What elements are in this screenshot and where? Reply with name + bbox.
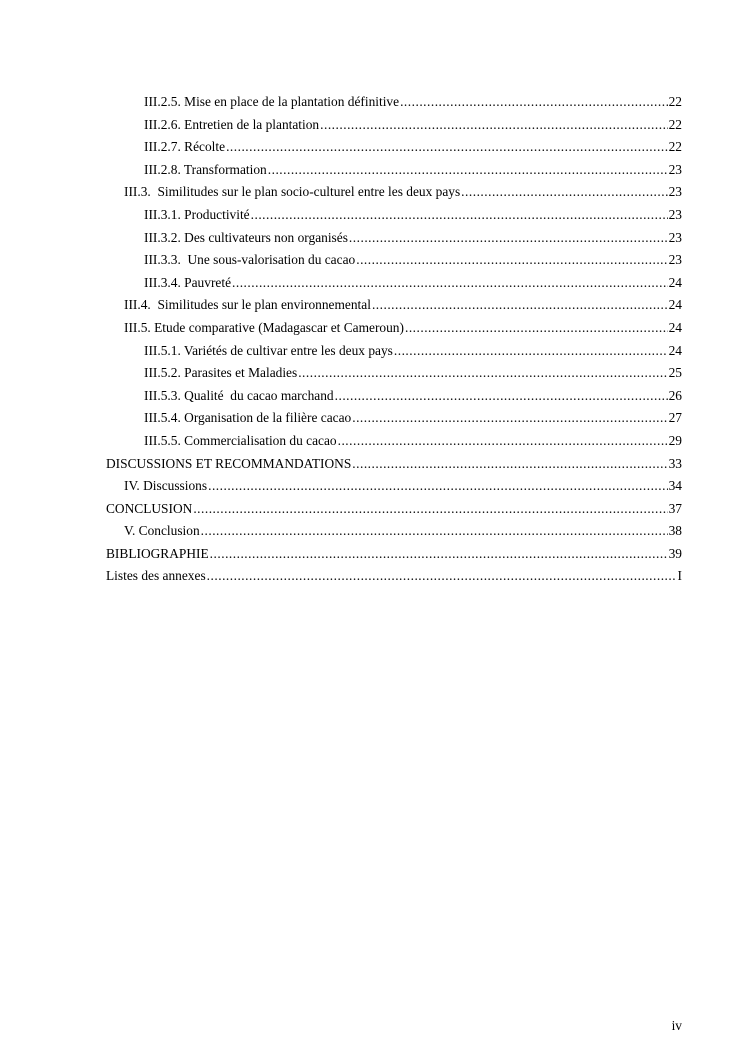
toc-entry-page: 34 (668, 478, 682, 494)
toc-entry-title: III.5.2. Parasites et Maladies (144, 365, 298, 381)
toc-entry-page: 23 (668, 252, 682, 268)
toc-leader-dots (461, 181, 667, 204)
toc-entry-page: 24 (668, 342, 682, 358)
toc-entry-page: 39 (668, 545, 682, 561)
table-of-contents (106, 91, 682, 588)
toc-leader-dots (210, 543, 668, 566)
toc-entry-title: III.5. Etude comparative (Madagascar et Cameroun) (124, 319, 404, 335)
toc-entry-title: III.3.1. Productivité (144, 206, 250, 222)
toc-entry-page: 22 (668, 116, 682, 132)
toc-entry-page: 22 (668, 94, 682, 109)
toc-entry[interactable] (106, 475, 682, 498)
toc-entry-title: III.5.1. Variétés de cultivar entre les deux pays (144, 342, 393, 358)
toc-entry-page: 27 (668, 410, 682, 426)
toc-leader-dots (208, 475, 668, 498)
toc-entry-title: III.2.6. Entretien de la plantation (144, 116, 320, 132)
toc-leader-dots (405, 317, 668, 340)
toc-entry-title: III.3.2. Des cultivateurs non organisés (144, 229, 348, 245)
toc-entry[interactable] (106, 340, 682, 363)
toc-entry-title: III.2.7. Récolte (144, 139, 226, 155)
toc-leader-dots (201, 520, 668, 543)
toc-entry[interactable] (106, 136, 682, 159)
toc-entry-page: 24 (668, 297, 682, 313)
page-number: iv (671, 1018, 682, 1033)
toc-entry-page: 23 (668, 161, 682, 177)
toc-entry[interactable] (106, 227, 682, 250)
toc-leader-dots (352, 453, 667, 476)
toc-entry-page: 23 (668, 184, 682, 200)
toc-entry-title: III.2.5. Mise en place de la plantation définitive (144, 94, 400, 109)
toc-entry-title: III.3.3. Une sous-valorisation du cacao (144, 252, 356, 268)
toc-leader-dots (320, 114, 667, 137)
toc-entry-page: 24 (668, 319, 682, 335)
toc-leader-dots (352, 407, 667, 430)
toc-entry-page: 33 (668, 455, 682, 471)
toc-entry-page: 23 (668, 206, 682, 222)
toc-leader-dots (394, 340, 668, 363)
toc-entry-title: III.3.4. Pauvreté (144, 274, 232, 290)
toc-entry-title: IV. Discussions (124, 478, 208, 494)
toc-entry-page: 29 (668, 432, 682, 448)
toc-entry[interactable] (106, 159, 682, 182)
toc-entry-page: 26 (668, 387, 682, 403)
toc-entry-page: 38 (668, 523, 682, 539)
toc-entry-title: III.4. Similitudes sur le plan environnemental (124, 297, 371, 313)
toc-leader-dots (349, 227, 668, 250)
toc-entry[interactable] (106, 181, 682, 204)
toc-leader-dots (268, 159, 668, 182)
toc-entry-page: 25 (668, 365, 682, 381)
toc-entry[interactable] (106, 91, 682, 114)
toc-entry[interactable] (106, 520, 682, 543)
toc-entry-title: III.5.3. Qualité du cacao marchand (144, 387, 334, 403)
toc-entry[interactable] (106, 317, 682, 340)
toc-entry[interactable] (106, 453, 682, 476)
toc-entry[interactable] (106, 565, 682, 588)
toc-entry-title: V. Conclusion (124, 523, 200, 539)
toc-entry[interactable] (106, 385, 682, 408)
toc-leader-dots (400, 91, 668, 114)
toc-entry[interactable] (106, 362, 682, 385)
toc-leader-dots (251, 204, 668, 227)
toc-entry[interactable] (106, 430, 682, 453)
toc-entry-page: I (677, 568, 682, 584)
toc-leader-dots (356, 249, 667, 272)
toc-leader-dots (207, 565, 677, 588)
toc-entry[interactable] (106, 114, 682, 137)
toc-entry-title: III.5.5. Commercialisation du cacao (144, 432, 337, 448)
toc-leader-dots (335, 385, 668, 408)
toc-entry-page: 24 (668, 274, 682, 290)
toc-entry-title: DISCUSSIONS ET RECOMMANDATIONS (106, 455, 352, 471)
toc-leader-dots (226, 136, 668, 159)
toc-leader-dots (338, 430, 668, 453)
toc-entry[interactable] (106, 272, 682, 295)
toc-entry-title: BIBLIOGRAPHIE (106, 545, 209, 561)
toc-leader-dots (372, 294, 668, 317)
toc-leader-dots (232, 272, 668, 295)
toc-entry[interactable] (106, 294, 682, 317)
toc-entry-page: 22 (668, 139, 682, 155)
toc-entry-title: III.3. Similitudes sur le plan socio-culturel entre les deux pays (124, 184, 461, 200)
toc-entry-page: 23 (668, 229, 682, 245)
toc-entry[interactable] (106, 543, 682, 566)
toc-entry[interactable] (106, 498, 682, 521)
toc-entry-title: Listes des annexes (106, 568, 206, 584)
toc-entry[interactable] (106, 407, 682, 430)
toc-entry[interactable] (106, 249, 682, 272)
toc-entry[interactable] (106, 204, 682, 227)
toc-leader-dots (298, 362, 667, 385)
toc-entry-title: III.2.8. Transformation (144, 161, 267, 177)
toc-entry-title: CONCLUSION (106, 500, 193, 516)
toc-entry-title: III.5.4. Organisation de la filière cacao (144, 410, 352, 426)
toc-entry-page: 37 (668, 500, 682, 516)
toc-leader-dots (193, 498, 667, 521)
